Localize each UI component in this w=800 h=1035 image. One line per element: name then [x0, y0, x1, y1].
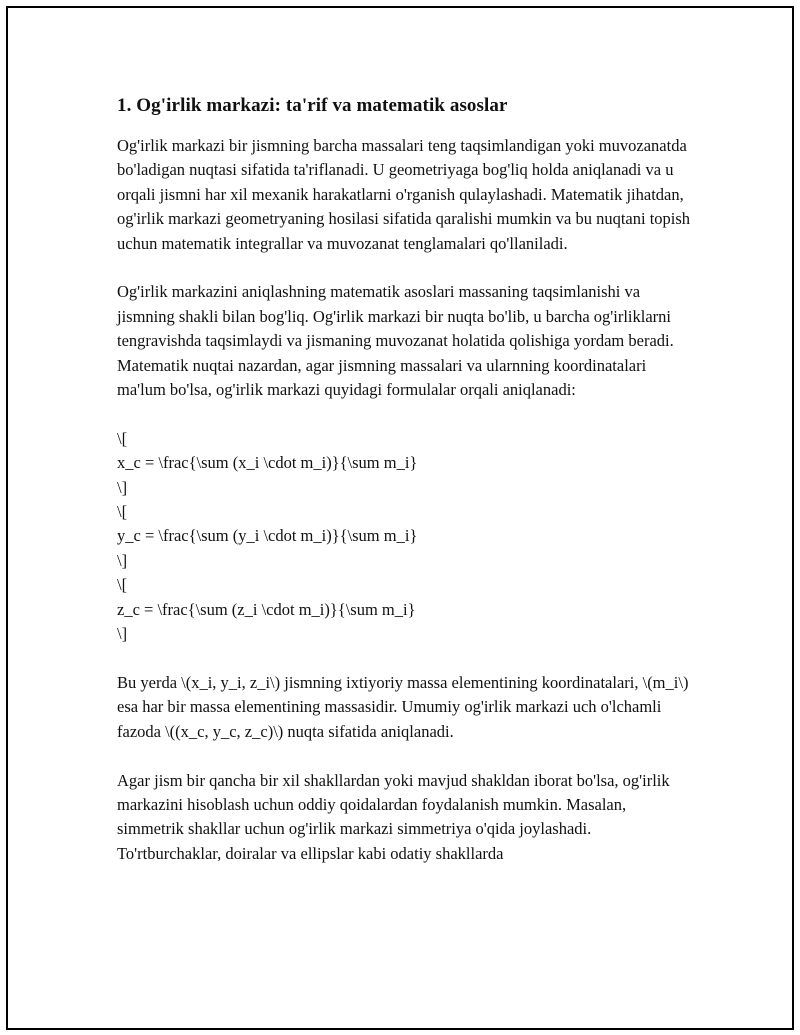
paragraph-variables: Bu yerda \(x_i, y_i, z_i\) jismning ixtiyoriy massa elementining koordinatalari, \(m_i\) esa har bir massa elementining massasidir. Umumiy og'irlik markazi uch o'lchamli fazoda \((x_c, y_c, z_c)\) nuqta sifatida aniqlanadi. — [117, 672, 689, 741]
formula-block — [117, 427, 697, 647]
paragraph-definition: Og'irlik markazi bir jismning barcha massalari teng taqsimlandigan yoki muvozanatda bo'ladigan nuqtasi sifatida ta'riflanadi. U geometriyaga bog'liq holda aniqlanadi va u orqali jismni har xil mexanik harakatlarni o'rganish qulaylashadi. Matematik jihatdan, og'irlik markazi geometryaning hosilasi sifatida qaralishi mumkin va bu nuqtani topish uchun matematik integrallar va muvozanat tenglamalari qo'llaniladi. — [117, 136, 691, 253]
formula-open-y: \[ — [117, 502, 128, 522]
formula-open-z: \[ — [117, 575, 128, 595]
document-body — [117, 92, 697, 891]
formula-close-y: \] — [117, 550, 128, 570]
formula-x-center: x_c = \frac{\sum (x_i \cdot m_i)}{\sum m_i} — [117, 453, 418, 473]
formula-close-x: \] — [117, 477, 128, 497]
formula-close-z: \] — [117, 624, 128, 644]
section-heading: 1. Og'irlik markazi: ta'rif va matematik asoslar — [117, 95, 508, 116]
paragraph-simple-shapes: Agar jism bir qancha bir xil shakllardan yoki mavjud shakldan iborat bo'lsa, og'irlik markazini hisoblash uchun oddiy qoidalardan foydalanish mumkin. Masalan, simmetrik shakllar uchun og'irlik markazi simmetriya o'qida joylashadi. To'rtburchaklar, doiralar va ellipslar kabi odatiy shakllarda — [117, 770, 670, 863]
formula-z-center: z_c = \frac{\sum (z_i \cdot m_i)}{\sum m_i} — [117, 599, 416, 619]
paragraph-math-basis: Og'irlik markazini aniqlashning matematik asoslari massaning taqsimlanishi va jismning shakli bilan bog'liq. Og'irlik markazi bir nuqta bo'lib, u barcha og'irliklarni tengravishda taqsimlaydi va jismaning muvozanat holatida qolishiga yordam beradi. Matematik nuqtai nazardan, agar jismning massalari va ularnning koordinatalari ma'lum bo'lsa, og'irlik markazi quyidagi formulalar orqali aniqlanadi: — [117, 282, 674, 400]
formula-open-x: \[ — [117, 428, 128, 448]
formula-y-center: y_c = \frac{\sum (y_i \cdot m_i)}{\sum m_i} — [117, 526, 418, 546]
